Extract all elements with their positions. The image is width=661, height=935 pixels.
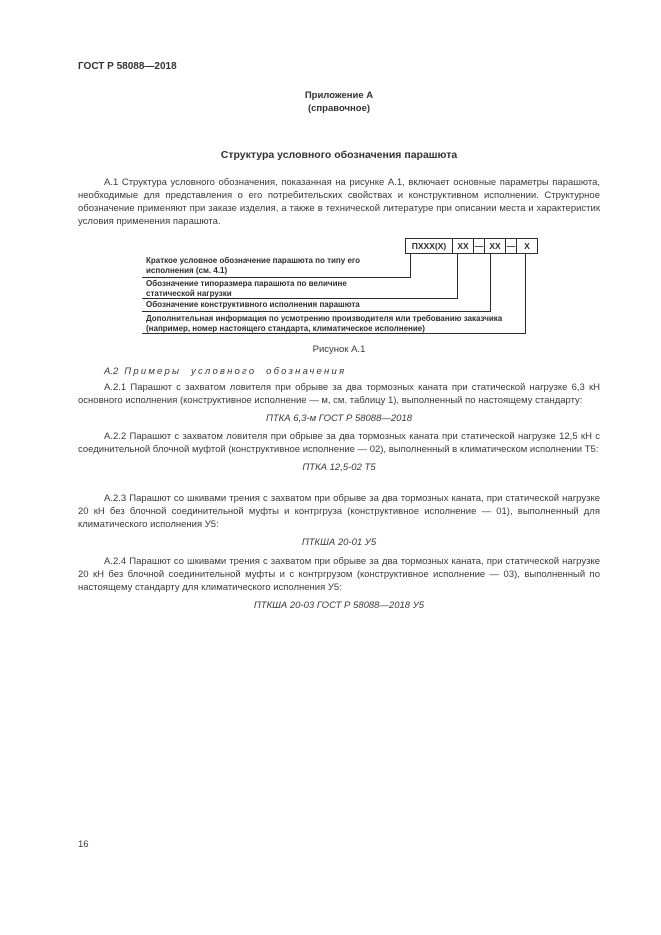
example-a22 <box>78 430 600 473</box>
figure-label-version: Обозначение конструктивного исполнения парашюта <box>146 300 360 309</box>
appendix-label: Приложение А <box>304 90 374 101</box>
page-content <box>78 0 600 935</box>
figure-label-extra: Дополнительная информация по усмотрению производителя или требованию заказчика (например, номер настоящего стандарта, климатическое исполнение) <box>146 314 503 333</box>
designation-cell-type: ПХХХ(Х) <box>405 238 453 254</box>
paragraph-a1: А.1 Структура условного обозначения, показанная на рисунке А.1, включает основные параметры парашюта, необходимые для представления о его потребительских свойствах и конструктивном исполнении. Структурное обозначение применяют при заказе изделия, а также в технической литературе при описании места и характеристик условия применения парашюта. <box>78 177 600 227</box>
designation-boxes-row <box>405 238 538 254</box>
example-a23-text: А.2.3 Парашют со шкивами трения с захватом при обрыве за два тормозных каната, при статической нагрузке 20 кН без блочной соединительной муфты и контргруза (конструктивное исполнение — 01), выполненный для климатического исполнения У5: <box>78 493 600 530</box>
page-number: 16 <box>78 839 89 850</box>
figure-caption: Рисунок А.1 <box>312 344 366 355</box>
section-a2-title: Примеры условного обозначения <box>124 366 347 377</box>
figure-label-type: Краткое условное обозначение парашюта по типу его исполнения (см. 4.1) <box>146 256 360 275</box>
page-title: Структура условного обозначения парашюта <box>220 149 458 161</box>
example-a21 <box>78 381 600 424</box>
example-a24-text: А.2.4 Парашют со шкивами трения с захватом при обрыве за два тормозных каната, при статической нагрузке 20 кН без блочной соединительной муфты и с контргрузом (конструктивное исполнение — 03), выполненный по настоящему стандарту для климатического исполнения У5: <box>78 556 600 593</box>
designation-cell-size: ХХ <box>452 238 474 254</box>
section-a2-number: А.2 <box>104 366 119 377</box>
example-a22-designation: ПТКА 12,5-02 Т5 <box>302 462 376 473</box>
figure-label-size: Обозначение типоразмера парашюта по величине статической нагрузки <box>146 279 347 298</box>
example-a22-text: А.2.2 Парашют с захватом ловителя при обрыве за два тормозных каната при статической нагрузке 12,5 кН с соединительной блочной муфтой (конструктивное исполнение — 02), выполненный в климатическом исполнении Т5: <box>78 431 600 455</box>
appendix-note: (справочное) <box>307 103 371 114</box>
example-a24-designation: ПТКША 20-03 ГОСТ Р 58088—2018 У5 <box>253 600 425 611</box>
document-number: ГОСТ Р 58088—2018 <box>78 61 177 72</box>
designation-cell-extra: Х <box>516 238 538 254</box>
figure-a1 <box>78 238 600 340</box>
example-a24 <box>78 555 600 611</box>
example-a23-designation: ПТКША 20-01 У5 <box>301 537 377 548</box>
designation-cell-dash1: — <box>473 238 485 254</box>
example-a21-text: А.2.1 Парашют с захватом ловителя при обрыве за два тормозных каната при статической нагрузке 6,3 кН основного исполнения (конструктивное исполнение — м, см. таблицу 1), выполненный по настоящему стандарту: <box>78 382 600 406</box>
example-a21-designation: ПТКА 6,3-м ГОСТ Р 58088—2018 <box>265 413 413 424</box>
designation-cell-dash2: — <box>505 238 517 254</box>
section-a2-heading <box>78 366 346 377</box>
example-a23 <box>78 492 600 548</box>
designation-cell-version: ХХ <box>484 238 506 254</box>
